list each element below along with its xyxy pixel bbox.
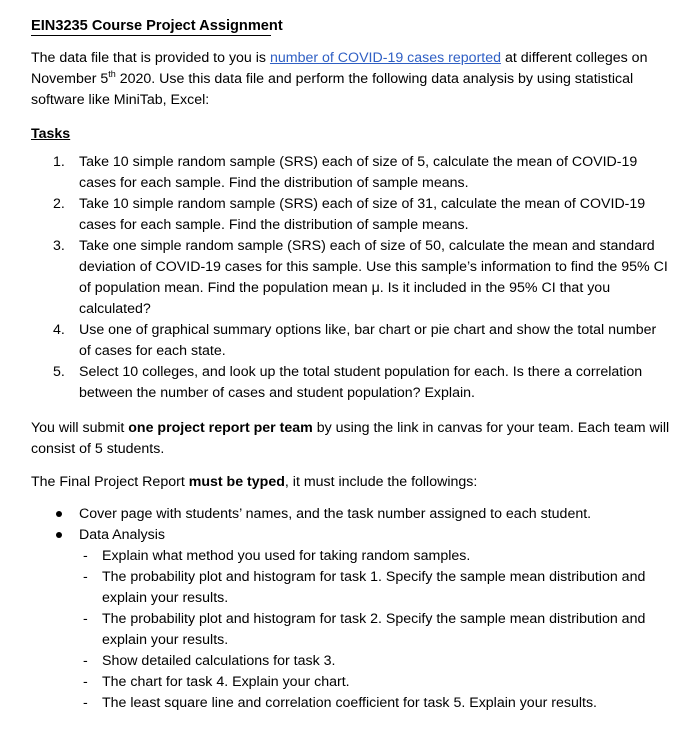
task-item (31, 362, 671, 404)
final-report-paragraph (31, 472, 671, 493)
dash-marker: - (83, 674, 88, 690)
date-superscript: th (108, 69, 116, 79)
task-number: 5. (53, 364, 65, 380)
sub-item (79, 546, 671, 567)
dash-marker: - (83, 569, 88, 585)
bullet-icon (56, 511, 62, 517)
task-number: 4. (53, 322, 65, 338)
task-text: Select 10 colleges, and look up the total student population for each. Is there a correlation between the number of cases and student population? Explain. (79, 364, 643, 401)
bullet-text: Cover page with students’ names, and the task number assigned to each student. (79, 506, 592, 522)
dash-marker: - (83, 611, 88, 627)
task-item (31, 236, 671, 320)
dash-marker: - (83, 548, 88, 564)
task-text: Use one of graphical summary options like, bar chart or pie chart and show the total number of cases for each state. (79, 322, 657, 359)
bullet-item-cover (31, 504, 671, 525)
sub-item-text: The probability plot and histogram for task 1. Specify the sample mean distribution and explain your results. (102, 569, 646, 606)
tasks-heading: Tasks (31, 126, 71, 142)
bullet-text: Data Analysis (79, 527, 165, 543)
sub-item (79, 651, 671, 672)
submission-paragraph (31, 418, 671, 460)
sub-item-text: The least square line and correlation coefficient for task 5. Explain your results. (102, 695, 597, 711)
task-number: 2. (53, 196, 65, 212)
analysis-sublist (79, 546, 671, 714)
intro-text-end: 2020. Use this data file and perform the following data analysis by using statistical software like MiniTab, Excel: (31, 71, 634, 108)
final-emphasis: must be typed (188, 474, 285, 490)
sub-item-text: The probability plot and histogram for task 2. Specify the sample mean distribution and explain your results. (102, 611, 646, 648)
requirements-list (31, 504, 671, 714)
task-text: Take 10 simple random sample (SRS) each of size of 31, calculate the mean of COVID-19 cases for each sample. Find the distribution of sample means. (79, 196, 646, 233)
final-text-end: , it must include the followings: (284, 474, 478, 490)
bullet-item-analysis (31, 525, 671, 714)
sub-item-text: Explain what method you used for taking random samples. (102, 548, 471, 564)
bullet-icon (56, 532, 62, 538)
task-item (31, 320, 671, 362)
submission-emphasis: one project report per team (128, 420, 313, 436)
task-item (31, 194, 671, 236)
task-number: 1. (53, 154, 65, 170)
submission-text-start: You will submit (31, 420, 129, 436)
task-item (31, 152, 671, 194)
task-text: Take 10 simple random sample (SRS) each of size of 5, calculate the mean of COVID-19 cases for each sample. Find the distribution of sample means. (79, 154, 638, 191)
task-text: Take one simple random sample (SRS) each of size of 50, calculate the mean and standard deviation of COVID-19 cases for this sample. Use this sample’s information to find the 95% CI of population mean. Find the population mean μ. Is it included in the 95% CI that you calculated? (79, 238, 668, 317)
dash-marker: - (83, 653, 88, 669)
final-text-start: The Final Project Report (31, 474, 189, 490)
sub-item-text: Show detailed calculations for task 3. (102, 653, 336, 669)
tasks-list (31, 152, 671, 404)
intro-text-start: The data file that is provided to you is (31, 50, 270, 66)
sub-item (79, 609, 671, 651)
intro-paragraph (31, 48, 671, 111)
sub-item (79, 693, 671, 714)
document-title: EIN3235 Course Project Assignment (31, 18, 283, 34)
dash-marker: - (83, 695, 88, 711)
task-number: 3. (53, 238, 65, 254)
sub-item (79, 672, 671, 693)
submission-text-end: by using the link in canvas for your team. Each team will consist of 5 students. (31, 420, 670, 457)
sub-item-text: The chart for task 4. Explain your chart. (102, 674, 350, 690)
covid-data-link[interactable]: number of COVID-19 cases reported (269, 50, 502, 66)
intro-text-middle: at different colleges on November 5 (31, 50, 648, 87)
sub-item (79, 567, 671, 609)
